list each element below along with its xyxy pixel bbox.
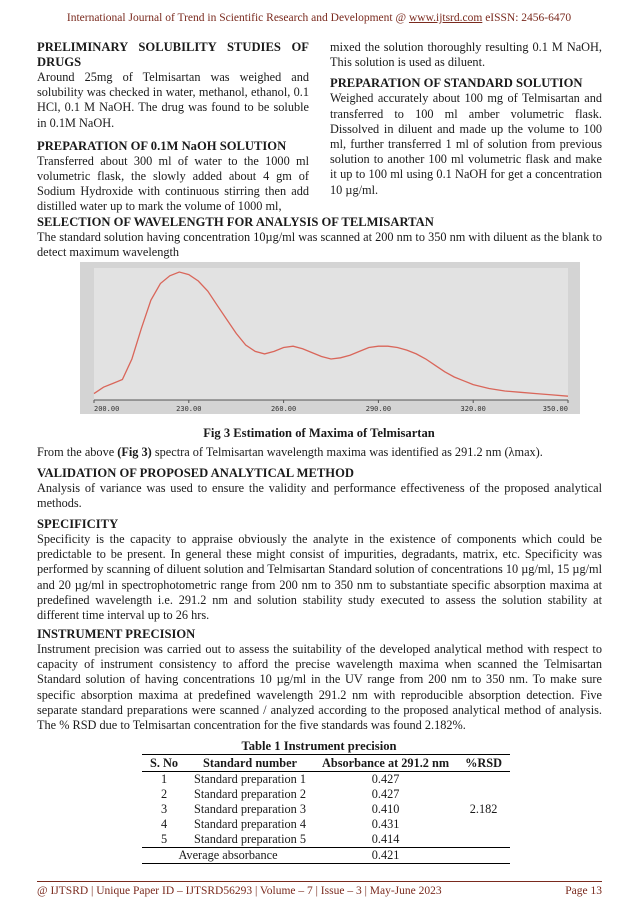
table-row <box>142 832 510 848</box>
running-header <box>0 12 638 24</box>
table-row <box>142 817 510 832</box>
cell-standard: Standard preparation 5 <box>194 832 307 846</box>
journal-link[interactable]: www.ijtsrd.com <box>408 12 483 24</box>
col-header-sno: S. No <box>142 755 186 772</box>
spectrum-chart <box>80 262 580 414</box>
cell-sno: 1 <box>160 772 168 786</box>
solubility-text: Around 25mg of Telmisartan was weighed and solubility was checked in water, methanol, ethanol, 0.1 HCl, 0.1 M NaOH. The drug was found to be soluble in 0.1M NaOH. <box>37 70 309 130</box>
page-footer <box>37 881 602 897</box>
figure-caption: Fig 3 Estimation of Maxima of Telmisartan <box>203 426 435 440</box>
cell-sno: 5 <box>160 832 168 846</box>
table-header-row <box>142 755 510 772</box>
validation-text: Analysis of variance was used to ensure the validity and performance effectiveness of the proposed analytical methods. <box>37 481 602 511</box>
x-tick-label: 200.00 <box>94 405 120 413</box>
table-row <box>142 772 510 788</box>
validation-section <box>37 466 602 511</box>
solubility-heading: PRELIMINARY SOLUBILITY STUDIES OF DRUGS <box>37 40 309 69</box>
discussion-text-pre: From the above <box>37 445 118 459</box>
wavelength-text: The standard solution having concentration 10µg/ml was scanned at 200 nm to 350 nm with diluent as the blank to detect maximum wavelength <box>37 230 602 260</box>
col-header-standard: Standard number <box>186 755 314 772</box>
footer-info: @ IJTSRD | Unique Paper ID – IJTSRD56293 | Volume – 7 | Issue – 3 | May-June 2023 <box>37 885 442 897</box>
cell-sno: 4 <box>160 817 168 831</box>
specificity-heading: SPECIFICITY <box>37 517 119 531</box>
cell-sno: 2 <box>160 787 168 801</box>
cell-sno: 3 <box>160 802 168 816</box>
cell-rsd: 2.182 <box>469 802 498 816</box>
precision-text: Instrument precision was carried out to assess the suitability of the developed analytical method with respect to capacity of instrument consistency to afford the precise wavelength maxima when scanned the Telmisartan Standard solution of having concentrations 10 µg/ml in the UV range from 200 nm to 350 nm. To make sure specific absorption maxima at predefined wavelength 291.2 nm with reproducible absorption detection. Five separate standard preparations were scanned / analyzed according to the proposed analytical method of analysis. The % RSD due to Telmisartan concentration for the five standards was found 2.182%. <box>37 642 602 733</box>
right-column <box>330 40 602 198</box>
cell-absorbance: 0.410 <box>371 802 400 816</box>
cell-standard: Standard preparation 3 <box>194 802 307 816</box>
journal-name: International Journal of Trend in Scientific Research and Development @ <box>66 12 409 24</box>
cell-standard: Standard preparation 2 <box>194 787 307 801</box>
figure-discussion <box>37 445 602 460</box>
x-tick-label: 320.00 <box>460 405 486 413</box>
cell-absorbance: 0.427 <box>371 787 400 801</box>
average-empty-cell <box>457 848 510 864</box>
wavelength-heading: SELECTION OF WAVELENGTH FOR ANALYSIS OF TELMISARTAN <box>37 215 434 229</box>
issn: eISSN: 2456-6470 <box>482 12 572 24</box>
validation-heading: VALIDATION OF PROPOSED ANALYTICAL METHOD <box>37 466 354 480</box>
x-tick-label: 350.00 <box>542 405 568 413</box>
left-column <box>37 40 309 215</box>
x-tick-label: 260.00 <box>270 405 297 413</box>
cell-absorbance: 0.427 <box>371 772 400 786</box>
page-number: Page 13 <box>565 885 602 897</box>
precision-section <box>37 627 602 733</box>
col-header-rsd: %RSD <box>457 755 510 772</box>
cell-standard: Standard preparation 4 <box>194 817 307 831</box>
average-value: 0.421 <box>314 848 457 864</box>
cell-standard: Standard preparation 1 <box>194 772 307 786</box>
average-row <box>142 848 510 864</box>
x-tick-label: 230.00 <box>176 405 202 413</box>
cell-absorbance: 0.414 <box>371 832 400 846</box>
standard-text: Weighed accurately about 100 mg of Telmisartan and transferred to 100 ml amber volumetric flask. Dissolved in diluent and made up the volume to 100 ml, further transferred 1 ml of solution from previous solution to another 100 ml volumetric flask and make it up to 100 ml using 0.1 NaOH for get a concentration 10 µg/ml. <box>330 91 602 197</box>
precision-table <box>142 754 510 864</box>
specificity-text: Specificity is the capacity to appraise obviously the analyte in the existence of components which could be predictable to be present. In general these might consist of impurities, degradants, matrix, etc. Specificity was performed by scanning of diluent solution and Telmisartan Standard solution of concentrations 10 µg/ml, 15 µg/ml and 20 µg/ml in spectrophotometric range from 200 nm to 350 nm to substantiate specific absorption maxima at predefined wavelength i.e. 291.2 nm and solution stability study executed to assess the solution stability at different time interval up to 26 hrs. <box>37 532 602 623</box>
wavelength-section <box>37 215 602 260</box>
cell-absorbance: 0.431 <box>371 817 400 831</box>
figure-reference: (Fig 3) <box>117 445 152 459</box>
table-row <box>142 787 510 802</box>
table-row <box>142 802 510 817</box>
x-tick-label: 290.00 <box>365 405 392 413</box>
specificity-section <box>37 517 602 623</box>
standard-heading: PREPARATION OF STANDARD SOLUTION <box>330 76 583 91</box>
discussion-text-post: spectra of Telmisartan wavelength maxima was identified as 291.2 nm (λmax). <box>151 445 543 459</box>
col-header-absorbance: Absorbance at 291.2 nm <box>314 755 457 772</box>
average-label: Average absorbance <box>142 848 314 864</box>
naoh-text-continued: mixed the solution thoroughly resulting 0.1 M NaOH, This solution is used as diluent. <box>330 40 602 70</box>
table-caption: Table 1 Instrument precision <box>241 739 397 753</box>
spectrum-figure <box>80 262 580 414</box>
naoh-heading: PREPARATION OF 0.1M NaOH SOLUTION <box>37 138 287 153</box>
naoh-text: Transferred about 300 ml of water to the 1000 ml volumetric flask, the slowly added about 4 gm of Sodium Hydroxide with continuous stirring then add distilled water up to mark the volume of 1000 ml, <box>37 153 309 214</box>
precision-heading: INSTRUMENT PRECISION <box>37 627 196 641</box>
plot-area <box>94 268 568 400</box>
